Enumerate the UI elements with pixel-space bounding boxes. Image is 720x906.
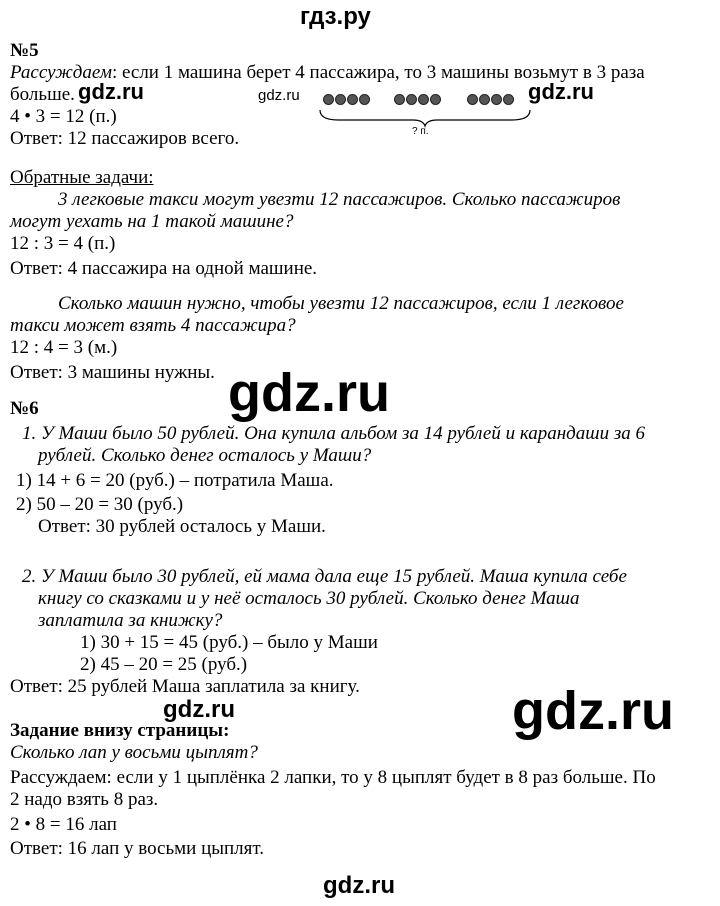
car-group-2	[394, 94, 442, 105]
task6-p2-line3: заплатила за книжку?	[38, 610, 223, 631]
bottom-task-question: Сколько лап у восьми цыплят?	[10, 742, 258, 763]
watermark: gdz.ru	[163, 696, 235, 723]
task6-heading: №6	[10, 398, 39, 419]
bottom-task-heading: Задание внизу страницы:	[10, 720, 230, 741]
bottom-task-answer: Ответ: 16 лап у восьми цыплят.	[10, 838, 265, 859]
reason-text: : если 1 машина берет 4 пассажира, то 3 машины возьмут в 3 раза	[111, 62, 645, 83]
bottom-task-reason-line2: 2 надо взять 8 раз.	[10, 789, 159, 810]
inverse2-answer: Ответ: 3 машины нужны.	[10, 362, 215, 383]
watermark: gdz.ru	[258, 87, 300, 104]
bottom-task-reason-line1: Рассуждаем: если у 1 цыплёнка 2 лапки, то у 8 цыплят будет в 8 раз больше. По	[10, 767, 656, 788]
car-group-3	[467, 94, 515, 105]
watermark: gdz.ru	[528, 79, 594, 104]
task6-p1-line2: рублей. Сколько денег осталось у Маши?	[38, 445, 372, 466]
passenger-dot	[347, 94, 358, 105]
watermark-bottom: gdz.ru	[323, 872, 395, 899]
task6-p1-line1: 1. У Маши было 50 рублей. Она купила альбом за 14 рублей и карандаши за 6	[22, 423, 646, 444]
task6-p2-step1: 1) 30 + 15 = 45 (руб.) – было у Маши	[80, 632, 378, 653]
task5-answer: Ответ: 12 пассажиров всего.	[10, 128, 240, 149]
passenger-dot	[491, 94, 502, 105]
inverse1-line2: могут уехать на 1 такой машине?	[10, 211, 294, 232]
task6-p2-step2: 2) 45 – 20 = 25 (руб.)	[80, 654, 248, 675]
passenger-dot	[430, 94, 441, 105]
task5-calc: 4 • 3 = 12 (п.)	[10, 106, 117, 127]
brace	[318, 108, 532, 128]
passengers-figure	[318, 92, 532, 140]
task5-reason-line2: больше.	[10, 84, 75, 105]
task6-p2-answer: Ответ: 25 рублей Маша заплатила за книгу.	[10, 676, 360, 697]
bottom-task-calc: 2 • 8 = 16 лап	[10, 814, 117, 835]
task5-reason-line1	[10, 62, 645, 84]
task6-p2-line2: книгу со сказками и у неё осталось 30 рублей. Сколько денег Маша	[38, 588, 580, 609]
brace-label: ? п.	[412, 126, 429, 137]
watermark-top: гдз.ру	[300, 3, 371, 30]
passenger-dot	[467, 94, 478, 105]
passenger-dot	[406, 94, 417, 105]
inverse1-calc: 12 : 3 = 4 (п.)	[10, 233, 116, 254]
inverse-heading: Обратные задачи:	[10, 167, 154, 188]
watermark-large: gdz.ru	[512, 681, 674, 741]
task6-p1-step2: 2) 50 – 20 = 30 (руб.)	[16, 494, 184, 515]
watermark: gdz.ru	[78, 79, 144, 104]
inverse1-answer: Ответ: 4 пассажира на одной машине.	[10, 258, 318, 279]
car-group-1	[323, 94, 371, 105]
passenger-dot	[394, 94, 405, 105]
passenger-dot	[503, 94, 514, 105]
inverse2-line2: такси может взять 4 пассажира?	[10, 315, 296, 336]
inverse2-calc: 12 : 4 = 3 (м.)	[10, 337, 118, 358]
task6-p2-line1: 2. У Маши было 30 рублей, ей мама дала еще 15 рублей. Маша купила себе	[22, 566, 627, 587]
reason-label: Рассуждаем	[10, 62, 112, 83]
passenger-dot	[359, 94, 370, 105]
task5-heading: №5	[10, 40, 39, 61]
task6-p1-answer: Ответ: 30 рублей осталось у Маши.	[38, 516, 326, 537]
inverse1-line1: 3 легковые такси могут увезти 12 пассажиров. Сколько пассажиров	[58, 189, 621, 210]
passenger-dot	[479, 94, 490, 105]
passenger-dot	[335, 94, 346, 105]
passenger-dot	[323, 94, 334, 105]
inverse2-line1: Сколько машин нужно, чтобы увезти 12 пассажиров, если 1 легковое	[58, 293, 624, 314]
task6-p1-step1: 1) 14 + 6 = 20 (руб.) – потратила Маша.	[16, 470, 334, 491]
watermark-large: gdz.ru	[228, 363, 390, 423]
passenger-dot	[418, 94, 429, 105]
